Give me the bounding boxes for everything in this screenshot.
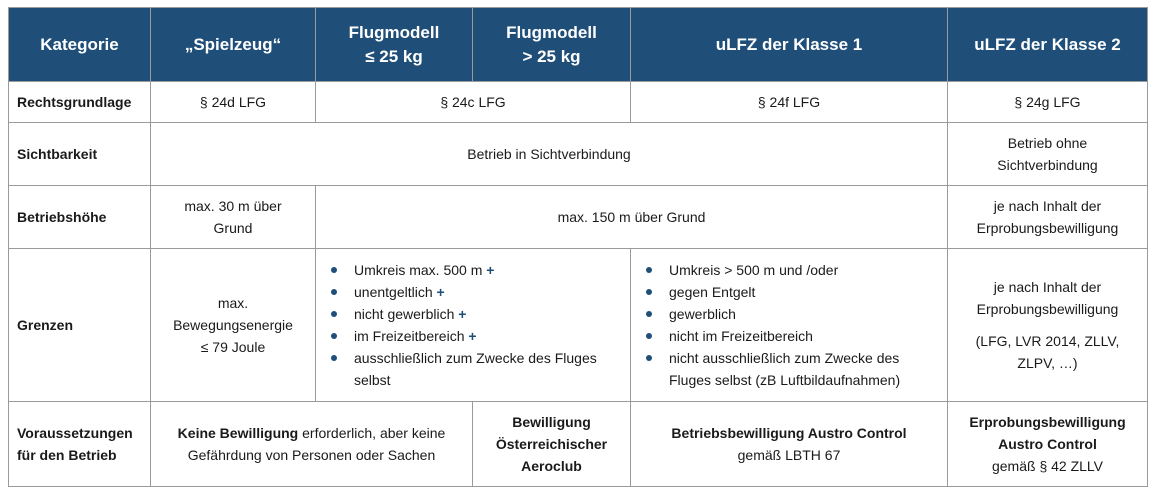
bullet-icon xyxy=(331,311,337,317)
bullet-icon xyxy=(331,333,337,339)
grenzen-flugmodell-list xyxy=(324,259,622,391)
sichtbarkeit-ulfz2-line2: Sichtverbindung xyxy=(997,157,1098,173)
voraussetzungen-label-line1: Voraussetzungen xyxy=(17,425,133,441)
list-item xyxy=(324,259,622,281)
list-item xyxy=(639,303,939,325)
bullet-icon xyxy=(646,355,652,361)
row-betriebshoehe xyxy=(9,186,1148,249)
regulation-table xyxy=(8,7,1148,487)
voraussetzungen-ulfz2-line3: gemäß § 42 ZLLV xyxy=(991,458,1104,474)
row-grenzen xyxy=(9,249,1148,402)
header-row xyxy=(9,8,1148,82)
rechtsgrundlage-label: Rechtsgrundlage xyxy=(9,82,151,123)
grenzen-spielzeug-line1: max. xyxy=(217,295,249,311)
header-flugmodell-le-25kg xyxy=(316,8,473,82)
list-item-text: im Freizeitbereich xyxy=(354,328,465,344)
list-item-text: unentgeltlich xyxy=(354,284,433,300)
grenzen-spielzeug xyxy=(151,249,316,402)
voraussetzungen-label xyxy=(9,402,151,487)
bullet-icon xyxy=(331,355,337,361)
voraussetzungen-ulfz2-bold-line2: Austro Control xyxy=(998,436,1097,452)
header-flugmodell-gt-line1: Flugmodell xyxy=(506,22,597,42)
list-item xyxy=(639,259,939,281)
betriebshoehe-spielzeug-line2: Grund xyxy=(213,220,253,236)
voraussetzungen-ulfz2-bold-line1: Erprobungsbewilligung xyxy=(969,414,1126,430)
voraussetzungen-spielzeug-bold: Keine Bewilligung xyxy=(177,425,299,441)
voraussetzungen-spielzeug-line2: Gefährdung von Personen oder Sachen xyxy=(187,447,436,463)
grenzen-spielzeug-line2: Bewegungsenergie xyxy=(173,317,293,333)
grenzen-ulfz2-line1: je nach Inhalt der xyxy=(993,279,1102,295)
header-ulfz-klasse-1: uLFZ der Klasse 1 xyxy=(631,8,948,82)
header-flugmodell-le-line2: ≤ 25 kg xyxy=(365,46,423,66)
list-item-text-cont: Fluges selbst (zB Luftbildaufnahmen) xyxy=(669,372,901,388)
list-item-text-cont: selbst xyxy=(354,372,391,388)
voraussetzungen-ulfz1-line2: gemäß LBTH 67 xyxy=(737,447,841,463)
grenzen-ulfz2-line3: (LFG, LVR 2014, ZLLV, xyxy=(975,333,1120,349)
bullet-icon xyxy=(331,267,337,273)
voraussetzungen-flugmodell-gt-line3: Aeroclub xyxy=(521,458,582,474)
grenzen-spielzeug-line3: ≤ 79 Joule xyxy=(200,339,266,355)
grenzen-ulfz1 xyxy=(631,249,948,402)
list-item xyxy=(324,281,622,303)
sichtbarkeit-main: Betrieb in Sichtverbindung xyxy=(151,123,948,186)
bullet-icon xyxy=(331,289,337,295)
voraussetzungen-label-line2: für den Betrieb xyxy=(17,447,117,463)
voraussetzungen-ulfz1-bold: Betriebsbewilligung Austro Control xyxy=(671,425,907,441)
list-item-text: gewerblich xyxy=(669,306,736,322)
list-item-text: Umkreis > 500 m und /oder xyxy=(669,262,839,278)
plus-icon: + xyxy=(468,328,477,344)
grenzen-flugmodell xyxy=(316,249,631,402)
header-flugmodell-gt-line2: > 25 kg xyxy=(522,46,581,66)
list-item-text: nicht gewerblich xyxy=(354,306,455,322)
row-voraussetzungen xyxy=(9,402,1148,487)
bullet-icon xyxy=(646,311,652,317)
list-item-text: nicht im Freizeitbereich xyxy=(669,328,813,344)
list-item xyxy=(324,347,622,391)
list-item-text: nicht ausschließlich zum Zwecke des xyxy=(669,350,900,366)
betriebshoehe-ulfz2-line1: je nach Inhalt der xyxy=(993,198,1102,214)
plus-icon: + xyxy=(458,306,467,322)
list-item-text: ausschließlich zum Zwecke des Fluges xyxy=(354,350,597,366)
voraussetzungen-ulfz2 xyxy=(948,402,1148,487)
grenzen-ulfz2-line2: Erprobungsbewilligung xyxy=(976,301,1119,317)
header-ulfz-klasse-2: uLFZ der Klasse 2 xyxy=(948,8,1148,82)
betriebshoehe-spielzeug-line1: max. 30 m über xyxy=(184,198,282,214)
list-item xyxy=(639,325,939,347)
voraussetzungen-flugmodell-gt xyxy=(473,402,631,487)
bullet-icon xyxy=(646,267,652,273)
voraussetzungen-ulfz1 xyxy=(631,402,948,487)
voraussetzungen-spielzeug-rest: erforderlich, aber keine xyxy=(298,425,446,441)
plus-icon: + xyxy=(486,262,495,278)
list-item xyxy=(639,347,939,391)
header-flugmodell-gt-25kg xyxy=(473,8,631,82)
sichtbarkeit-ulfz2-line1: Betrieb ohne xyxy=(1007,135,1088,151)
grenzen-ulfz2-line4: ZLPV, …) xyxy=(1017,355,1078,371)
rechtsgrundlage-ulfz1: § 24f LFG xyxy=(631,82,948,123)
grenzen-ulfz2-refs xyxy=(956,330,1139,374)
voraussetzungen-spielzeug xyxy=(151,402,473,487)
rechtsgrundlage-ulfz2: § 24g LFG xyxy=(948,82,1148,123)
bullet-icon xyxy=(646,333,652,339)
rechtsgrundlage-spielzeug: § 24d LFG xyxy=(151,82,316,123)
list-item xyxy=(639,281,939,303)
list-item xyxy=(324,303,622,325)
betriebshoehe-label: Betriebshöhe xyxy=(9,186,151,249)
grenzen-ulfz2 xyxy=(948,249,1148,402)
row-rechtsgrundlage xyxy=(9,82,1148,123)
row-sichtbarkeit xyxy=(9,123,1148,186)
list-item-text: gegen Entgelt xyxy=(669,284,756,300)
grenzen-ulfz1-list xyxy=(639,259,939,391)
betriebshoehe-main: max. 150 m über Grund xyxy=(316,186,948,249)
voraussetzungen-flugmodell-gt-line2: Österreichischer xyxy=(495,436,608,452)
list-item xyxy=(324,325,622,347)
betriebshoehe-spielzeug xyxy=(151,186,316,249)
rechtsgrundlage-flugmodell: § 24c LFG xyxy=(316,82,631,123)
betriebshoehe-ulfz2 xyxy=(948,186,1148,249)
list-item-text: Umkreis max. 500 m xyxy=(354,262,483,278)
plus-icon: + xyxy=(436,284,445,300)
betriebshoehe-ulfz2-line2: Erprobungsbewilligung xyxy=(976,220,1119,236)
grenzen-label: Grenzen xyxy=(9,249,151,402)
bullet-icon xyxy=(646,289,652,295)
voraussetzungen-flugmodell-gt-line1: Bewilligung xyxy=(512,414,591,430)
header-kategorie: Kategorie xyxy=(9,8,151,82)
sichtbarkeit-ulfz2 xyxy=(948,123,1148,186)
sichtbarkeit-label: Sichtbarkeit xyxy=(9,123,151,186)
header-spielzeug: „Spielzeug“ xyxy=(151,8,316,82)
header-flugmodell-le-line1: Flugmodell xyxy=(348,22,440,42)
